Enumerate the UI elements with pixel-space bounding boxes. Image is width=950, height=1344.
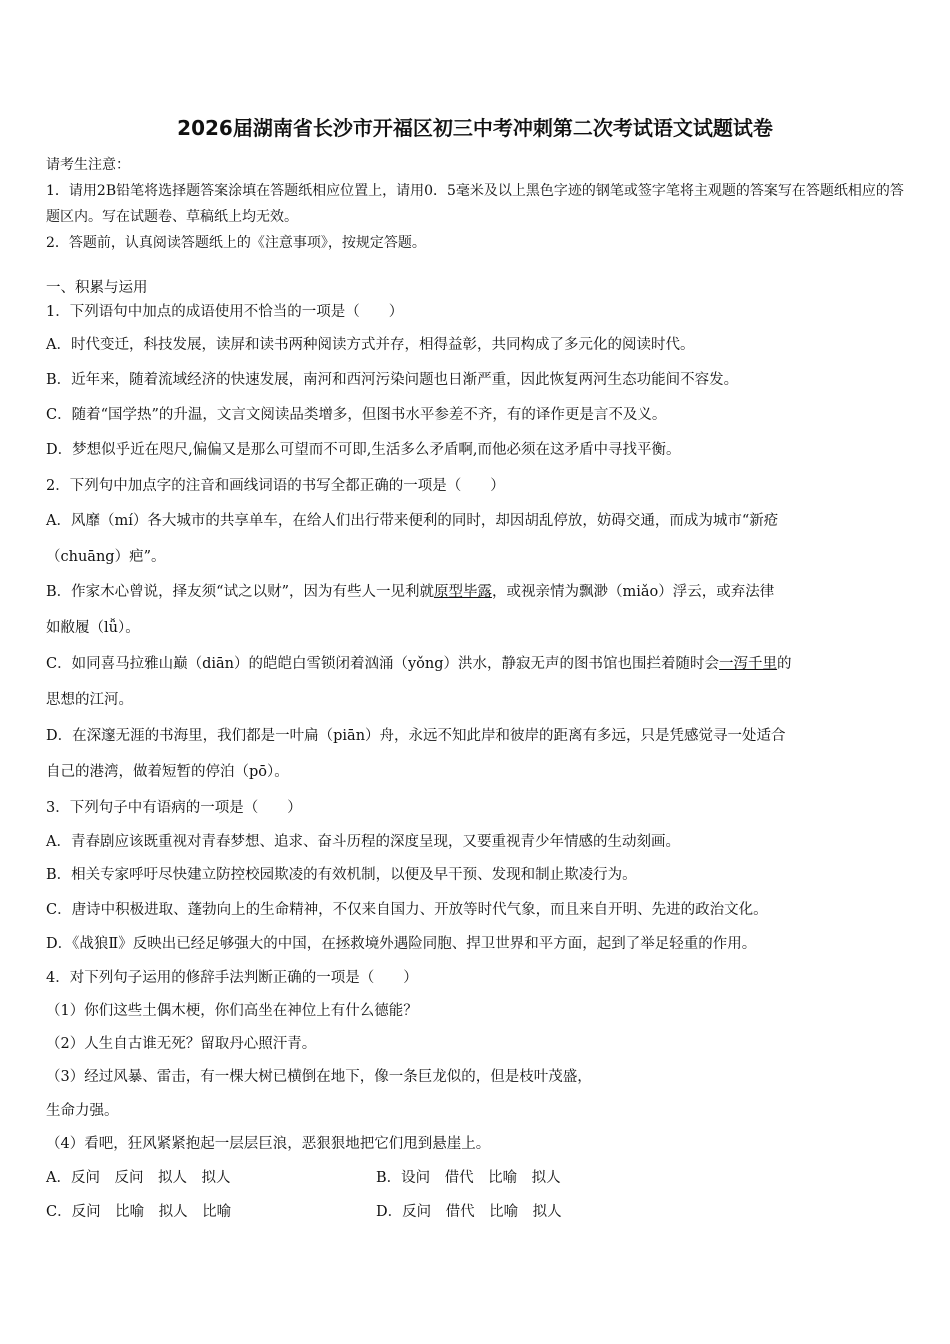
page-title: 2026届湖南省长沙市开福区初三中考冲刺第二次考试语文试题试卷 bbox=[177, 116, 773, 140]
question-4-option-c: C．反问 比喻 拟人 比喻 bbox=[46, 1204, 232, 1220]
question-4-option-b: B．设问 借代 比喻 拟人 bbox=[376, 1170, 561, 1186]
underlined-word: 一泻千里 bbox=[719, 656, 778, 672]
question-4-option-a: A．反问 反问 拟人 拟人 bbox=[46, 1170, 231, 1186]
question-4-sentence-4: （4）看吧，狂风紧紧抱起一层层巨浪，恶狠狠地把它们甩到悬崖上。 bbox=[46, 1136, 491, 1152]
option-text: B．作家木心曾说，择友须“试之以财”，因为有些人一见利就 bbox=[46, 584, 434, 600]
option-text: ，或视亲情为飘渺（miǎo）浮云，或弃法律 bbox=[491, 584, 775, 600]
notice-item-2: 2．答题前，认真阅读答题纸上的《注意事项》，按规定答题。 bbox=[46, 235, 426, 251]
question-2-option-c-line2: 思想的江河。 bbox=[46, 692, 133, 708]
question-4-sentence-2: （2）人生自古谁无死？留取丹心照汗青。 bbox=[46, 1036, 317, 1052]
question-4-sentence-3-line2: 生命力强。 bbox=[46, 1103, 119, 1119]
question-1-option-a: A．时代变迁，科技发展，读屏和读书两种阅读方式并存，相得益彰，共同构成了多元化的阅读时代。 bbox=[46, 337, 695, 353]
question-2-option-c-line1 bbox=[46, 646, 906, 682]
question-2-option-a-line1: A．风靡（mí）各大城市的共享单车，在给人们出行带来便利的同时，却因胡乱停放，妨碍交通，而成为城市“新疮 bbox=[46, 513, 779, 529]
question-3-option-b: B．相关专家呼吁尽快建立防控校园欺凌的有效机制，以便及早干预、发现和制止欺凌行为。 bbox=[46, 867, 637, 883]
question-4-sentence-3-line1: （3）经过风暴、雷击，有一棵大树已横倒在地下，像一条巨龙似的，但是枝叶茂盛， bbox=[46, 1069, 592, 1085]
question-2-option-d-line2: 自己的港湾，做着短暂的停泊（pō）。 bbox=[46, 764, 289, 780]
question-1-option-b: B．近年来，随着流域经济的快速发展，南河和西河污染问题也日渐严重，因此恢复两河生态功能间不容发。 bbox=[46, 372, 739, 388]
question-3-stem: 3．下列句子中有语病的一项是（ ） bbox=[46, 800, 302, 816]
question-2-option-d-line1: D．在深邃无涯的书海里，我们都是一叶扁（piān）舟，永远不知此岸和彼岸的距离有多远，只是凭感觉寻一处适合 bbox=[46, 728, 786, 744]
question-2-stem: 2．下列句中加点字的注音和画线词语的书写全都正确的一项是（ ） bbox=[46, 478, 505, 494]
option-text: 的 bbox=[777, 656, 792, 672]
question-4-sentence-1: （1）你们这些土偶木梗，你们高坐在神位上有什么德能？ bbox=[46, 1003, 418, 1019]
notice-item-1: 1．请用2B铅笔将选择题答案涂填在答题纸相应位置上，请用0．5毫米及以上黑色字迹的钢笔或签字笔将主观题的答案写在答题纸相应的答题区内。写在试题卷、草稿纸上均无效。 bbox=[46, 183, 904, 225]
section-heading: 一、积累与运用 bbox=[46, 280, 148, 296]
question-1-option-c: C．随着“国学热”的升温，文言文阅读品类增多，但图书水平参差不齐，有的译作更是言不及义。 bbox=[46, 407, 667, 423]
question-2-option-b-line1 bbox=[46, 574, 906, 610]
question-3-option-a: A．青春剧应该既重视对青春梦想、追求、奋斗历程的深度呈现，又要重视青少年情感的生动刻画。 bbox=[46, 834, 680, 850]
question-4-option-d: D．反问 借代 比喻 拟人 bbox=[376, 1204, 562, 1220]
notice-block bbox=[46, 152, 906, 256]
question-1-option-d: D．梦想似乎近在咫尺,偏偏又是那么可望而不可即,生活多么矛盾啊,而他必须在这矛盾中寻找平衡。 bbox=[46, 442, 681, 458]
question-2-option-a-line2: （chuāng）疤”。 bbox=[46, 549, 166, 565]
notice-heading: 请考生注意： bbox=[46, 157, 130, 173]
question-4-stem: 4．对下列句子运用的修辞手法判断正确的一项是（ ） bbox=[46, 970, 418, 986]
question-2-option-b-line2: 如敝履（lǚ）。 bbox=[46, 620, 140, 636]
underlined-word: 原型毕露 bbox=[433, 584, 492, 600]
option-text: C．如同喜马拉雅山巅（diān）的皑皑白雪锁闭着汹涌（yǒng）洪水，静寂无声的图书馆也围拦着随时会 bbox=[46, 656, 720, 672]
question-3-option-c: C．唐诗中积极进取、蓬勃向上的生命精神，不仅来自国力、开放等时代气象，而且来自开明、先进的政治文化。 bbox=[46, 902, 768, 918]
question-3-option-d: D．《战狼Ⅱ》反映出已经足够强大的中国，在拯救境外遇险同胞、捍卫世界和平方面，起到了举足轻重的作用。 bbox=[46, 936, 757, 952]
question-1-stem: 1．下列语句中加点的成语使用不恰当的一项是（ ） bbox=[46, 304, 404, 320]
